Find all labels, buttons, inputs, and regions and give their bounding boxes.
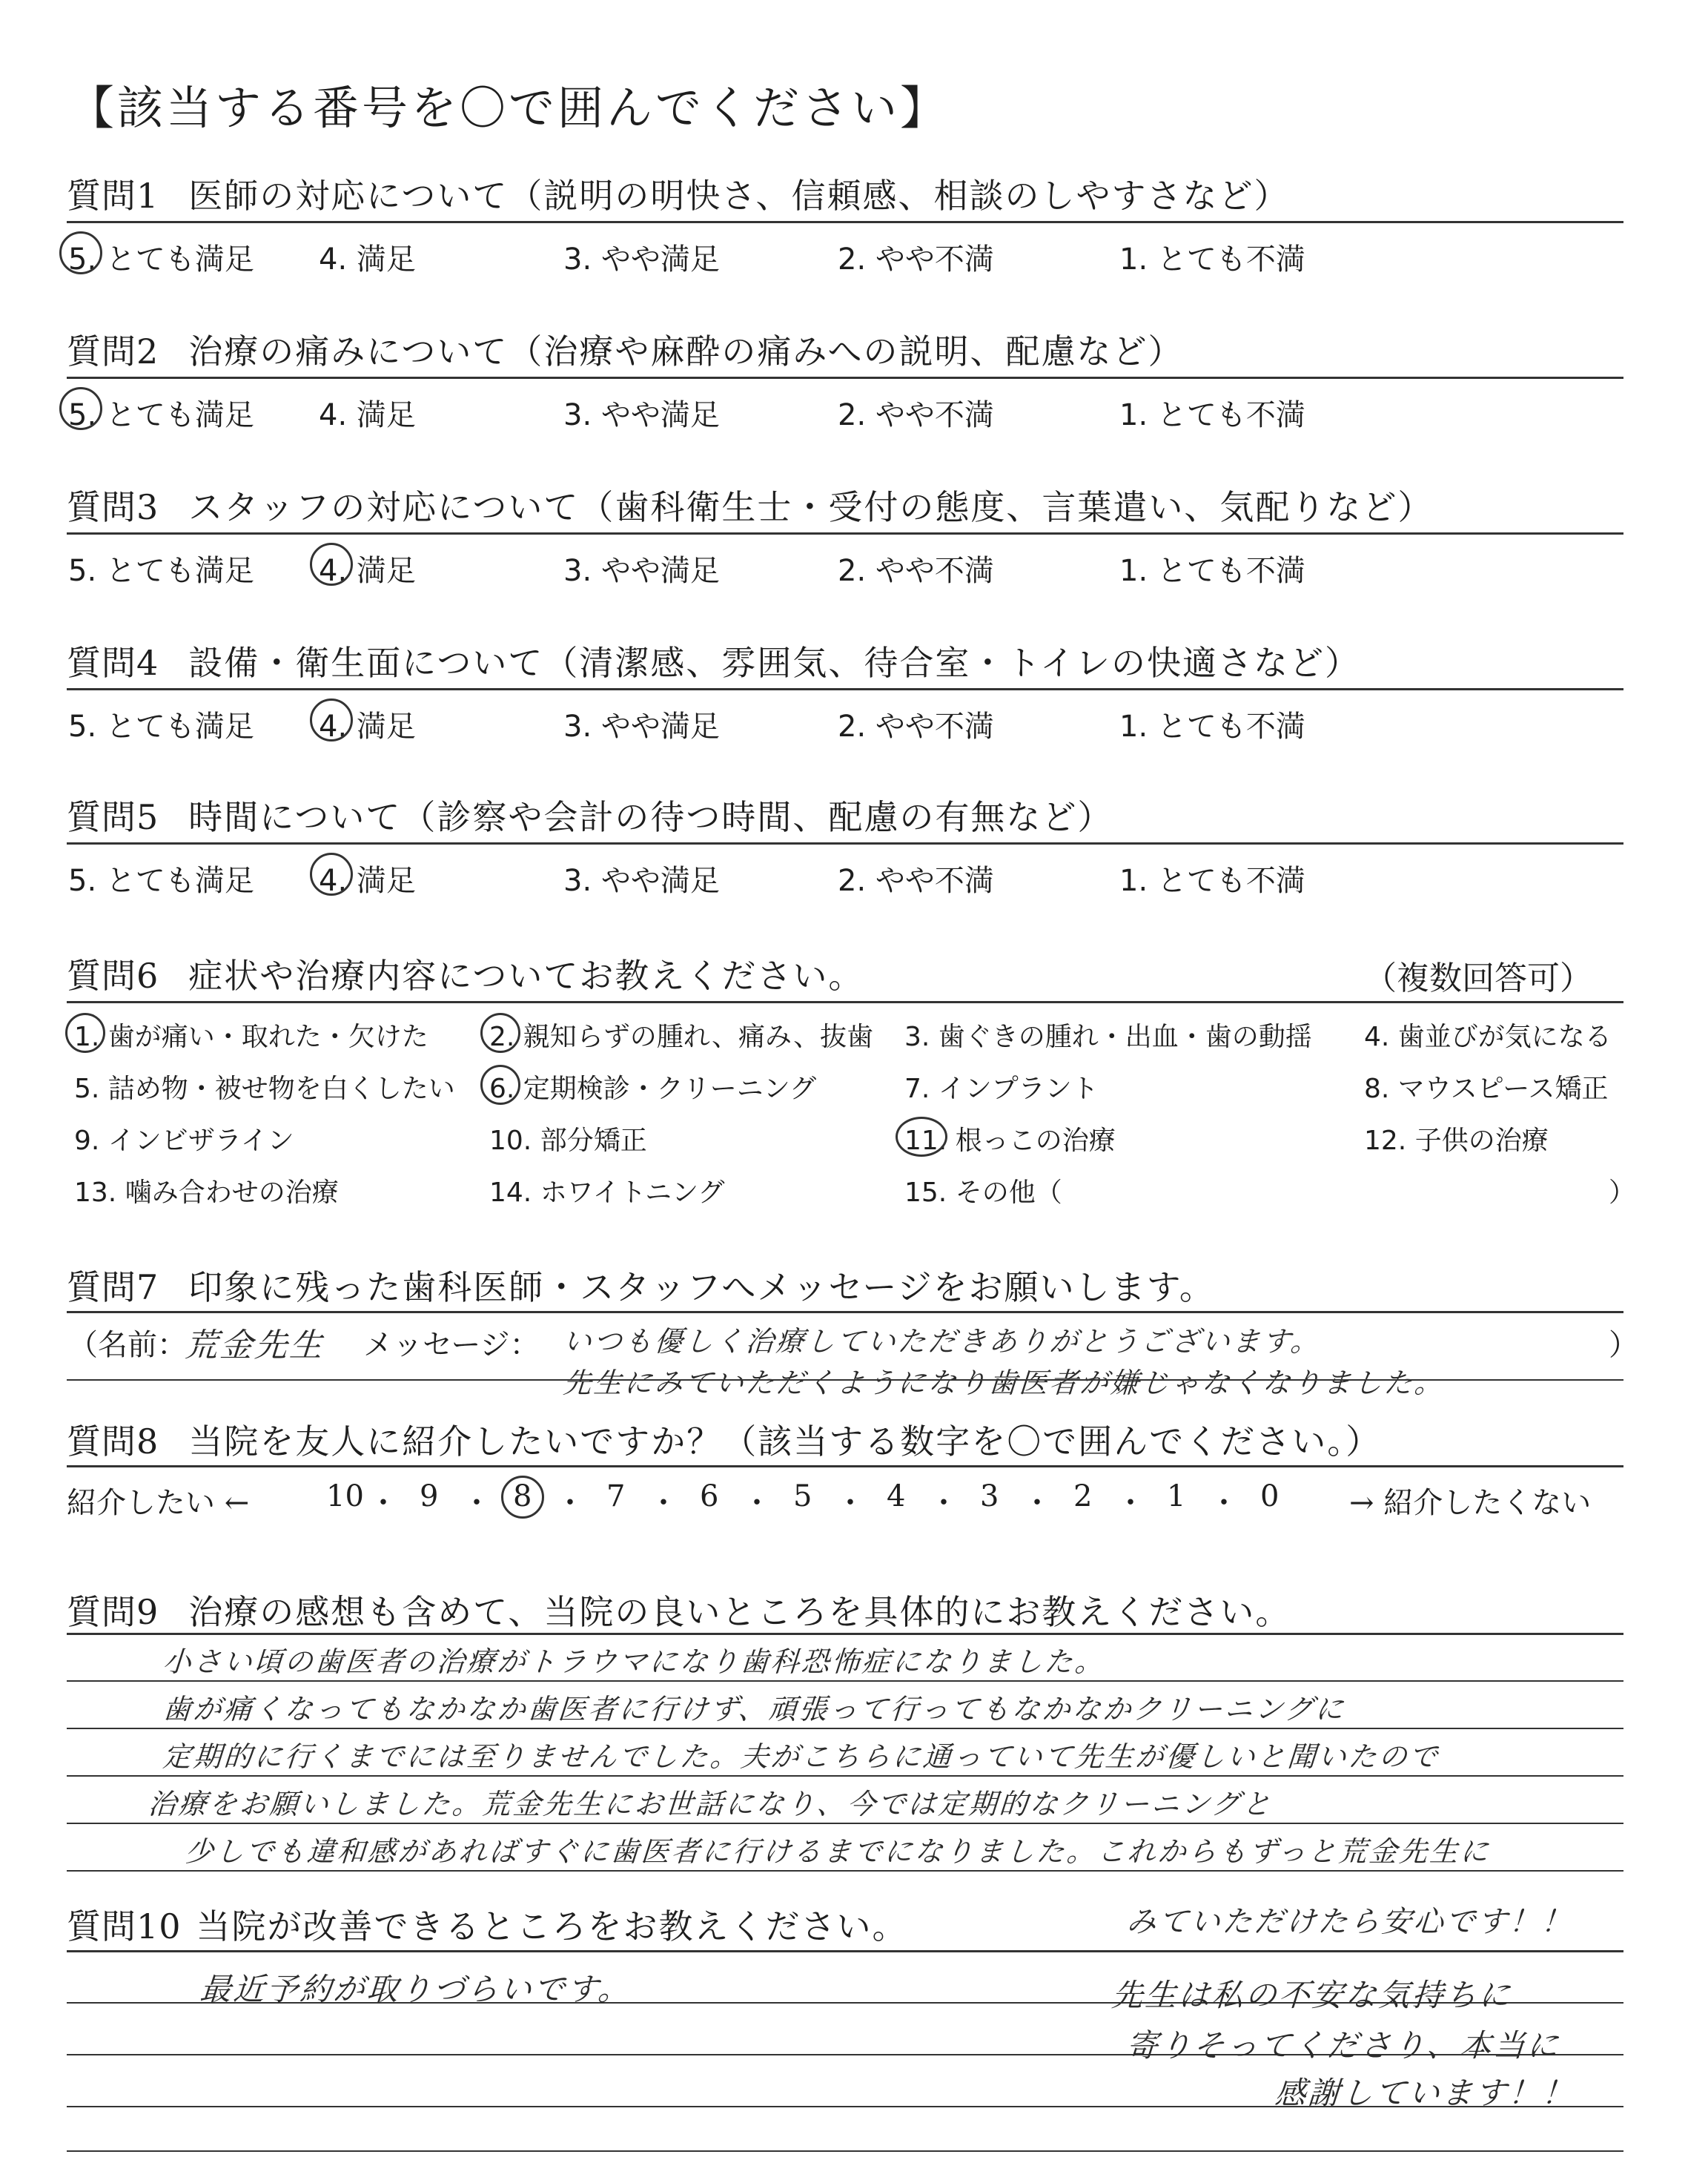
q8-scale-separator: ・ (1022, 1486, 1052, 1520)
q8-scale-3[interactable]: 3 (980, 1479, 999, 1513)
q9-answer-rule (67, 1680, 1623, 1682)
q8-selected-circle (501, 1476, 544, 1519)
q5-option-5[interactable]: 5. とても満足 (68, 864, 254, 898)
q8-scale-4[interactable]: 4 (887, 1479, 906, 1513)
q2-option-3[interactable]: 3. やや満足 (563, 398, 720, 432)
q8-scale-separator: ・ (462, 1486, 491, 1520)
q6-selected-circle-6 (480, 1065, 520, 1105)
q10-label: 質問10 (67, 1906, 182, 1946)
q6-option-14[interactable]: 14. ホワイトニング (489, 1178, 725, 1208)
q3-option-5[interactable]: 5. とても満足 (68, 554, 254, 588)
q8-left-label: 紹介したい ← (67, 1486, 250, 1520)
q3-option-1[interactable]: 1. とても不満 (1119, 554, 1305, 588)
q10-answer-rule (67, 2150, 1623, 2152)
q2-option-5[interactable]: 5. とても満足 (68, 398, 254, 432)
q4-option-4[interactable]: 4. 満足 (319, 710, 416, 744)
q6-option-6[interactable]: 6. 定期検診・クリーニング (489, 1074, 817, 1104)
q10-heading (67, 1900, 908, 1949)
q7-name-label: （名前： (68, 1328, 187, 1362)
q6-option-3[interactable]: 3. 歯ぐきの腫れ・出血・歯の動揺 (904, 1022, 1312, 1052)
q8-scale-separator: ・ (742, 1486, 772, 1520)
q6-selected-circle-1 (65, 1013, 105, 1053)
q9-answer-line-5[interactable]: 少しでも違和感があればすぐに歯医者に行けるまでになりました。これからもずっと荒金先生に (184, 1835, 1492, 1868)
q9-answer-rule (67, 1775, 1623, 1777)
q6-option-15[interactable]: 15. その他（ (904, 1178, 1062, 1208)
q10-answer-rule (67, 1950, 1623, 1952)
q5-option-3[interactable]: 3. やや満足 (563, 864, 720, 898)
q8-scale-separator: ・ (835, 1486, 865, 1520)
q8-scale-5[interactable]: 5 (793, 1479, 812, 1513)
q8-scale-0[interactable]: 0 (1260, 1479, 1280, 1513)
q4-rule (67, 688, 1623, 690)
q10-text: 当院が改善できるところをお教えください。 (196, 1906, 908, 1946)
q8-scale-separator: ・ (1116, 1486, 1145, 1520)
q1-selected-circle (59, 231, 102, 274)
q6-text: 症状や治療内容についてお教えください。 (188, 956, 864, 996)
q10-side-line-1[interactable]: 先生は私の不安な気持ちに (1110, 1977, 1514, 2013)
q5-option-1[interactable]: 1. とても不満 (1119, 864, 1305, 898)
q2-text: 治療の痛みについて（治療や麻酔の痛みへの説明、配慮など） (188, 331, 1184, 371)
q4-selected-circle (310, 698, 353, 742)
q10-side-line-3[interactable]: 感謝しています！！ (1274, 2075, 1577, 2111)
q3-rule (67, 532, 1623, 535)
q3-heading (67, 480, 1433, 529)
q9-answer-rule (67, 1870, 1623, 1872)
q9-answer-line-1[interactable]: 小さい頃の歯医者の治療がトラウマになり歯科恐怖症になりました。 (162, 1645, 1107, 1678)
q6-option-7[interactable]: 7. インプラント (904, 1074, 1099, 1104)
q1-option-2[interactable]: 2. やや不満 (838, 242, 994, 277)
q7-message-label: メッセージ： (363, 1328, 540, 1362)
q1-option-5[interactable]: 5. とても満足 (68, 242, 254, 277)
q3-label: 質問3 (67, 487, 159, 527)
q4-label: 質問4 (67, 643, 159, 683)
q1-rule (67, 221, 1623, 223)
q8-scale-8[interactable]: 8 (513, 1479, 532, 1513)
q3-option-2[interactable]: 2. やや不満 (838, 554, 994, 588)
q8-scale-10[interactable]: 10 (326, 1479, 364, 1513)
q4-heading (67, 636, 1360, 685)
q10-side-line-2[interactable]: 寄りそってくださり、本当に (1125, 2027, 1562, 2064)
q9-answer-line-4[interactable]: 治療をお願いしました。荒金先生にお世話になり、今では定期的なクリーニングと (147, 1788, 1274, 1820)
q7-message-line-2[interactable]: 先生にみていただくようになり歯医者が嫌じゃなくなりました。 (562, 1367, 1446, 1399)
q2-heading (67, 325, 1183, 374)
q2-label: 質問2 (67, 331, 159, 371)
q9-answer-rule (67, 1728, 1623, 1729)
q8-scale-separator: ・ (1209, 1486, 1239, 1520)
q7-label: 質問7 (67, 1267, 159, 1307)
q10-answer[interactable]: 最近予約が取りづらいです。 (199, 1971, 633, 2007)
q6-option-11[interactable]: 11. 根っこの治療 (904, 1126, 1116, 1156)
q6-option-8[interactable]: 8. マウスピース矯正 (1364, 1074, 1609, 1104)
q7-rule (67, 1311, 1623, 1313)
q2-option-1[interactable]: 1. とても不満 (1119, 398, 1305, 432)
q8-text: 当院を友人に紹介したいですか？（該当する数字を〇で囲んでください。） (188, 1421, 1382, 1462)
q8-scale-6[interactable]: 6 (700, 1479, 719, 1513)
q1-text: 医師の対応について（説明の明快さ、信頼感、相談のしやすさなど） (188, 176, 1290, 216)
q5-label: 質問5 (67, 797, 159, 837)
q9-heading (67, 1585, 1291, 1634)
q8-scale-2[interactable]: 2 (1073, 1479, 1093, 1513)
q4-option-2[interactable]: 2. やや不満 (838, 710, 994, 744)
q7-name-value[interactable]: 荒金先生 (183, 1327, 326, 1364)
q5-selected-circle (310, 853, 353, 896)
q1-option-1[interactable]: 1. とても不満 (1119, 242, 1305, 277)
q7-heading (67, 1261, 1215, 1309)
q9-answer-line-3[interactable]: 定期的に行くまでには至りませんでした。夫がこちらに通っていて先生が優しいと聞いたので (162, 1740, 1441, 1773)
q2-option-2[interactable]: 2. やや不満 (838, 398, 994, 432)
q8-scale-separator: ・ (649, 1486, 678, 1520)
q3-selected-circle (310, 543, 353, 586)
q6-label: 質問6 (67, 956, 159, 996)
page-title: 【該当する番号を〇で囲んでください】 (68, 81, 950, 135)
q6-option-5[interactable]: 5. 詰め物・被せ物を白くしたい (74, 1074, 455, 1104)
q9-answer-rule (67, 1823, 1623, 1824)
q6-option-2[interactable]: 2. 親知らずの腫れ、痛み、抜歯 (489, 1022, 874, 1052)
q8-scale-1[interactable]: 1 (1167, 1479, 1186, 1513)
q4-text: 設備・衛生面について（清潔感、雰囲気、待合室・トイレの快適さなど） (188, 643, 1361, 683)
q1-label: 質問1 (67, 176, 159, 216)
q6-option-9[interactable]: 9. インビザライン (74, 1126, 294, 1156)
q7-answer-rule (67, 1379, 1623, 1381)
q7-text: 印象に残った歯科医師・スタッフへメッセージをお願いします。 (188, 1267, 1215, 1307)
q5-option-2[interactable]: 2. やや不満 (838, 864, 994, 898)
q5-rule (67, 842, 1623, 845)
q6-note: （複数回答可） (1364, 960, 1592, 997)
q2-rule (67, 377, 1623, 379)
q6-rule (67, 1001, 1623, 1003)
q5-heading (67, 790, 1113, 839)
q1-option-3[interactable]: 3. やや満足 (563, 242, 720, 277)
q7-message-line-1[interactable]: いつも優しく治療していただきありがとうございます。 (562, 1325, 1323, 1358)
q6-selected-circle-11 (896, 1117, 947, 1157)
q6-selected-circle-2 (480, 1013, 520, 1053)
q6-heading (67, 949, 864, 998)
q1-heading (67, 169, 1290, 218)
q6-option-13[interactable]: 13. 噛み合わせの治療 (74, 1178, 339, 1208)
q8-scale-separator: ・ (929, 1486, 959, 1520)
q6-option-12[interactable]: 12. 子供の治療 (1364, 1126, 1549, 1156)
q2-option-4[interactable]: 4. 満足 (319, 398, 416, 432)
q6-option-10[interactable]: 10. 部分矯正 (489, 1126, 647, 1156)
q4-option-5[interactable]: 5. とても満足 (68, 710, 254, 744)
q8-scale-9[interactable]: 9 (420, 1479, 439, 1513)
q6-other-close: ） (1609, 1178, 1636, 1208)
q8-label: 質問8 (67, 1421, 159, 1462)
q8-rule (67, 1465, 1623, 1467)
q9-answer-line-2[interactable]: 歯が痛くなってもなかなか歯医者に行けず、頑張って行ってもなかなかクリーニングに (162, 1693, 1347, 1725)
q4-option-1[interactable]: 1. とても不満 (1119, 710, 1305, 744)
q8-scale-separator: ・ (368, 1486, 398, 1520)
q6-option-4[interactable]: 4. 歯並びが気になる (1364, 1022, 1612, 1052)
q5-option-4[interactable]: 4. 満足 (319, 864, 416, 898)
q8-heading (67, 1415, 1381, 1464)
q9-answer-line-6[interactable]: みていただけたら安心です！！ (1125, 1905, 1575, 1939)
q3-option-3[interactable]: 3. やや満足 (563, 554, 720, 588)
q3-option-4[interactable]: 4. 満足 (319, 554, 416, 588)
q8-scale-separator: ・ (555, 1486, 585, 1520)
q9-answer-rule (67, 1633, 1623, 1635)
q9-text: 治療の感想も含めて、当院の良いところを具体的にお教えください。 (188, 1592, 1291, 1632)
q6-option-1[interactable]: 1. 歯が痛い・取れた・欠けた (74, 1022, 428, 1052)
q4-option-3[interactable]: 3. やや満足 (563, 710, 720, 744)
q8-scale-7[interactable]: 7 (606, 1479, 626, 1513)
q5-text: 時間について（診察や会計の待つ時間、配慮の有無など） (188, 797, 1113, 837)
q8-right-label: → 紹介したくない (1349, 1486, 1592, 1520)
q1-option-4[interactable]: 4. 満足 (319, 242, 416, 277)
q7-close: ） (1609, 1328, 1638, 1362)
q2-selected-circle (59, 387, 102, 430)
q3-text: スタッフの対応について（歯科衛生士・受付の態度、言葉遣い、気配りなど） (188, 487, 1434, 527)
q9-label: 質問9 (67, 1592, 159, 1632)
